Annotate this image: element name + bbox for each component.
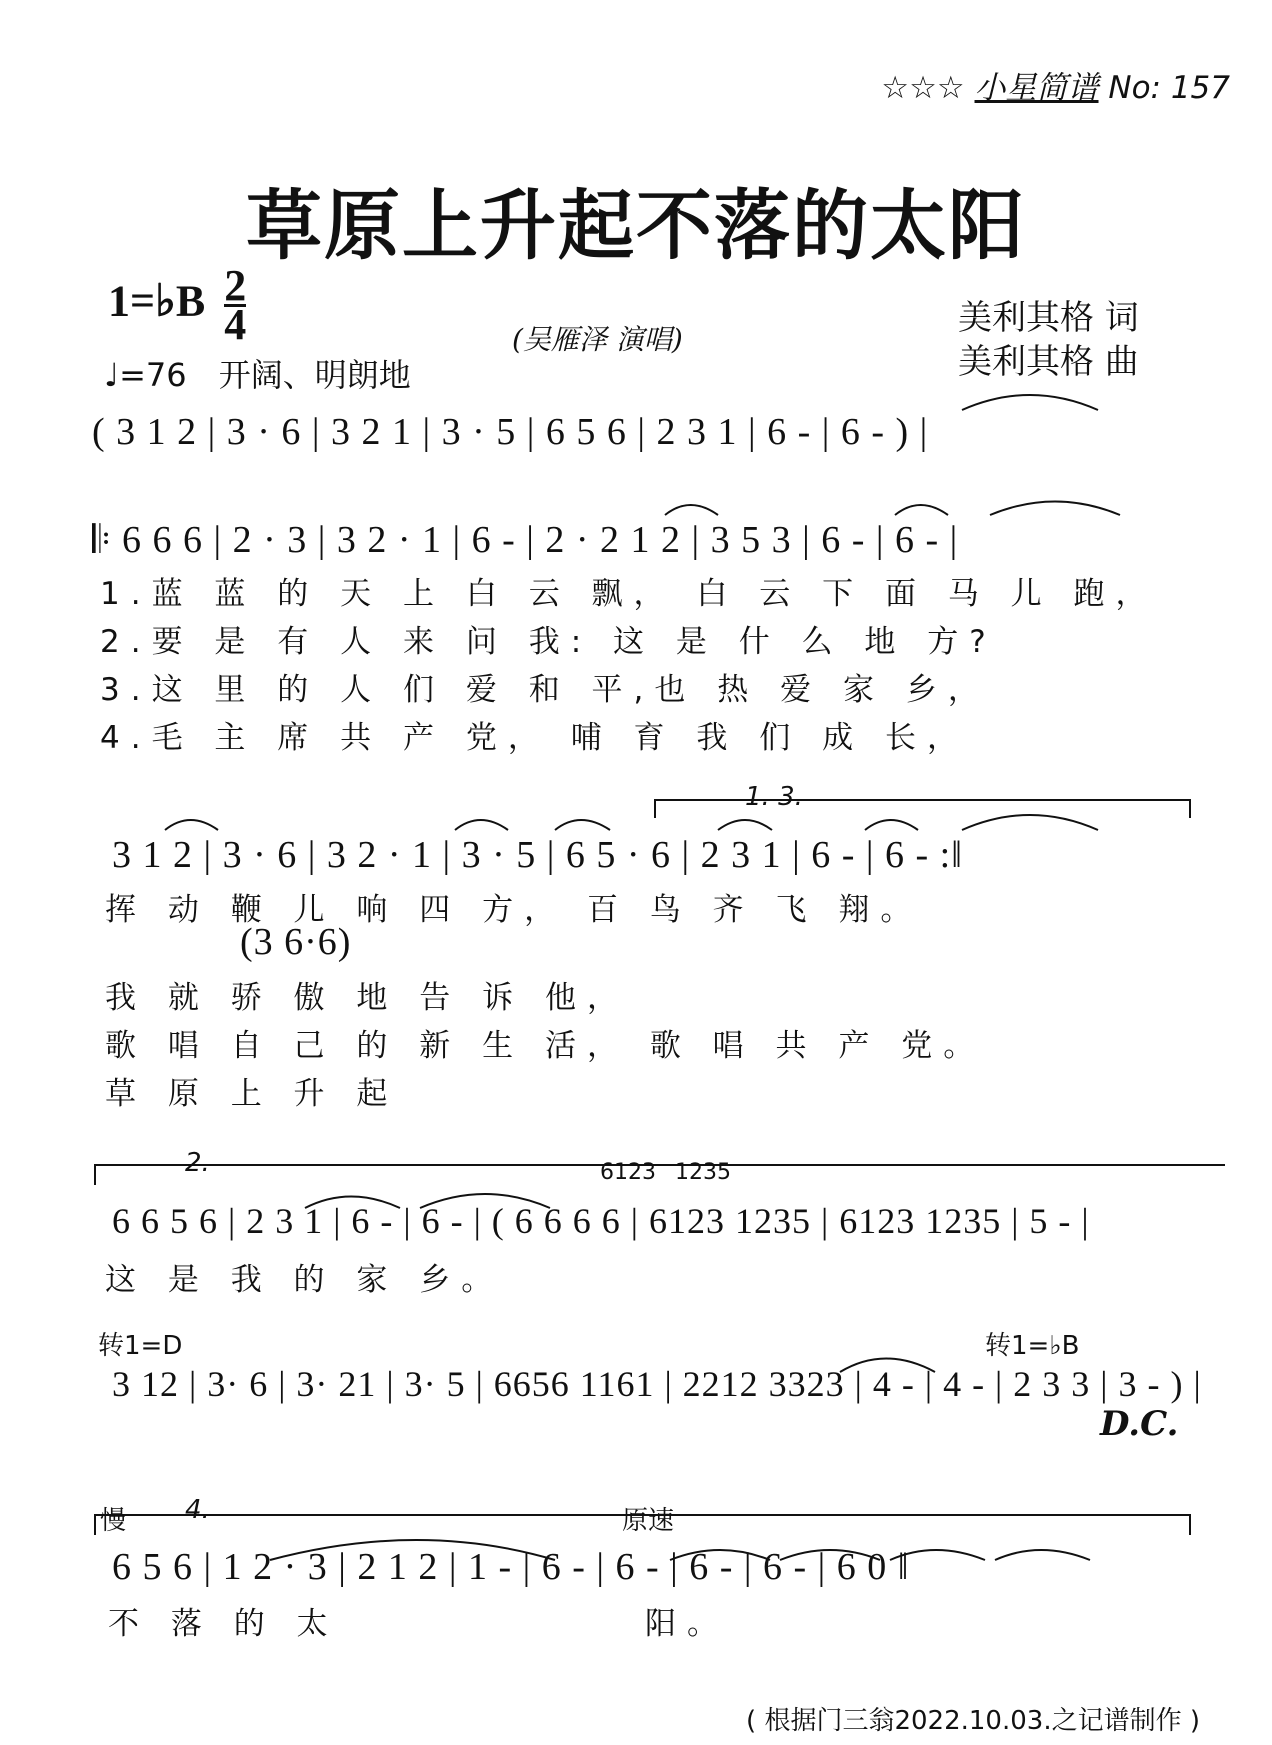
- score-number: No: 157: [1108, 70, 1230, 106]
- tie: [555, 820, 610, 830]
- ending2-lyric: 这 是 我 的 家 乡。: [105, 1262, 504, 1298]
- verse-lyric-4: 4.毛 主 席 共 产 党， 哺 育 我 们 成 长，: [100, 720, 969, 756]
- ending2-notes: 6 6 5 6 | 2 3 1 | 6 - | 6 - | ( 6 6 6 6 | 6123 1235 | 6123 1235 | 5 - |: [112, 1201, 1090, 1241]
- modulation-to-d: 转1=D: [98, 1331, 183, 1361]
- ending4-notes: 6 5 6 | 1 2 · 3 | 2 1 2 | 1 - | 6 - | 6 - | 6 - | 6 - | 6 0 ‖: [112, 1546, 910, 1588]
- time-signature: [224, 261, 247, 349]
- song-title: 草原上升起不落的太阳: [246, 181, 1026, 270]
- key-signature: [108, 261, 247, 349]
- chorus-lyric-1: 挥 动 鞭 儿 响 四 方， 百 鸟 齐 飞 翔。: [105, 892, 923, 928]
- brand-name: 小星简谱: [974, 70, 1099, 106]
- chorus-notes: 3 1 2 | 3 · 6 | 3 2 · 1 | 3 · 5 | 6 5 · 6 | 2 3 1 | 6 - | 6 - :‖: [112, 834, 963, 876]
- chorus-lyric-3: 歌 唱 自 己 的 新 生 活， 歌 唱 共 产 党。: [105, 1028, 986, 1064]
- volta-bracket: [95, 1165, 1225, 1185]
- volta-1-3-label: 1. 3.: [745, 782, 803, 812]
- verse-lyric-2: 2.要 是 有 人 来 问 我: 这 是 什 么 地 方?: [100, 624, 997, 660]
- volta-bracket: [655, 800, 1190, 818]
- tie: [962, 395, 1098, 410]
- modulation-to-bb: 转1=♭B: [985, 1331, 1080, 1361]
- intro-notes: ( 3 1 2 | 3 · 6 | 3 2 1 | 3 · 5 | 6 5 6 | 2 3 1 | 6 - | 6 - ) |: [92, 411, 929, 453]
- da-capo: D.C.: [1100, 1404, 1179, 1444]
- tie: [165, 820, 218, 830]
- chorus-lyric-4: 草 原 上 升 起: [105, 1076, 399, 1112]
- volta-2-label: 2.: [185, 1148, 210, 1178]
- time-bottom: 4: [224, 300, 247, 349]
- verse-lyric-3: 3.这 里 的 人 们 爱 和 平,也 热 爱 家 乡，: [100, 672, 990, 708]
- grace-notes-1: 6123: [600, 1160, 656, 1185]
- tie: [990, 502, 1120, 516]
- modulation-notes: 3 12 | 3· 6 | 3· 21 | 3· 5 | 6656 1161 | 2212 3323 | 4 - | 4 - | 2 3 3 | 3 - ) |: [112, 1364, 1202, 1404]
- verse-notes: 𝄆 6 6 6 | 2 · 3 | 3 2 · 1 | 6 - | 2 · 2 1 2 | 3 5 3 | 6 - | 6 - |: [92, 519, 959, 561]
- footer-note: ( 根据门三翁2022.10.03.之记谱制作 ): [746, 1706, 1200, 1736]
- a-tempo-marking: 原速: [622, 1506, 675, 1536]
- lyricist-credit: 美利其格 词: [958, 298, 1139, 338]
- tie: [995, 1550, 1090, 1560]
- tempo-marking: [104, 350, 411, 396]
- quarter-note-icon: ♩: [104, 356, 120, 394]
- chorus-variant-notes: (3 6·6): [240, 921, 352, 963]
- slow-marking: 慢: [100, 1506, 127, 1536]
- time-top: 2: [224, 261, 247, 310]
- singer: (吴雁泽 演唱): [512, 323, 683, 356]
- volta-4-label: 4.: [185, 1495, 210, 1525]
- star-icons: ☆☆☆: [881, 70, 965, 106]
- expression: 开阔、明朗地: [218, 356, 411, 394]
- tie: [665, 505, 718, 515]
- chorus-lyric-2: 我 就 骄 傲 地 告 诉 他，: [105, 980, 629, 1016]
- tempo-value: =76: [119, 356, 187, 394]
- ending4-lyric-2: 阳。: [645, 1606, 729, 1642]
- tie: [895, 505, 948, 515]
- composer-credit: 美利其格 曲: [958, 342, 1139, 382]
- tie: [865, 820, 918, 830]
- key-label: 1=♭B: [108, 276, 206, 326]
- verse-lyric-1: 1.蓝 蓝 的 天 上 白 云 飘， 白 云 下 面 马 儿 跑，: [100, 576, 1158, 612]
- tie: [718, 820, 772, 830]
- ending4-lyric-1: 不 落 的 太: [108, 1606, 339, 1642]
- grace-notes-2: 1235: [675, 1160, 731, 1185]
- brand-header: [881, 62, 1230, 107]
- tie: [962, 815, 1098, 830]
- tie: [455, 820, 508, 830]
